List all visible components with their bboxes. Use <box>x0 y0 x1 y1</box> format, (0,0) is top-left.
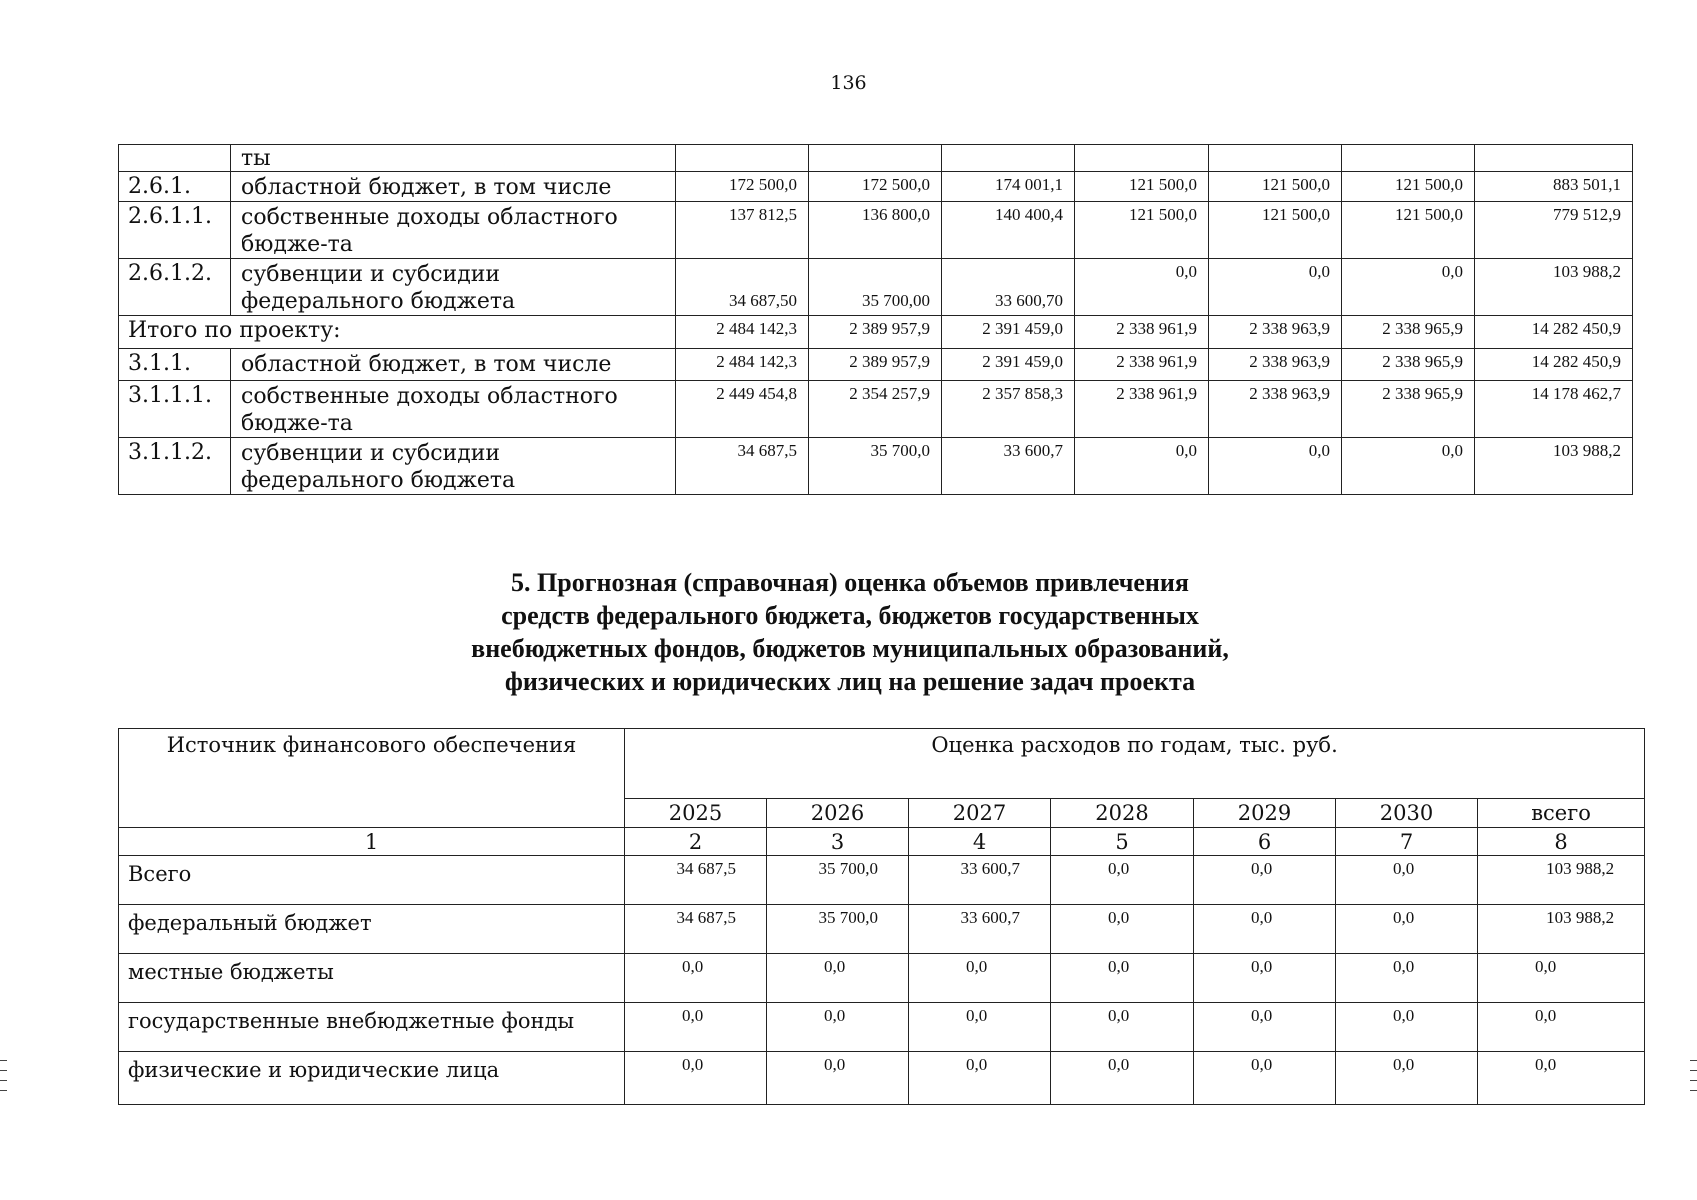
year-header: 2026 <box>767 799 909 828</box>
value-cell: 2 338 963,9 <box>1209 316 1342 349</box>
value-cell: 0,0 <box>1194 1003 1336 1052</box>
value-cell: 121 500,0 <box>1342 172 1475 202</box>
row-description: собственные доходы областного бюдже-та <box>231 381 676 438</box>
table-row <box>119 145 1633 172</box>
value-cell: 121 500,0 <box>1209 172 1342 202</box>
value-cell: 0,0 <box>1075 438 1209 495</box>
value-cell: 34 687,50 <box>676 259 809 316</box>
value-cell: 0,0 <box>1194 905 1336 954</box>
row-description: субвенции и субсидии федерального бюджета <box>231 438 676 495</box>
table-row <box>119 172 1633 202</box>
value-cell: 0,0 <box>1194 1052 1336 1105</box>
value-cell: 33 600,7 <box>909 905 1051 954</box>
table-cell <box>1209 145 1342 172</box>
value-cell: 2 338 965,9 <box>1342 349 1475 381</box>
value-cell: 0,0 <box>1209 259 1342 316</box>
column-number: 7 <box>1336 828 1478 856</box>
page-number: 136 <box>830 72 867 94</box>
row-code: 2.6.1.2. <box>119 259 231 316</box>
section-heading <box>300 566 1400 698</box>
row-description: областной бюджет, в том числе <box>231 349 676 381</box>
value-cell: 34 687,5 <box>676 438 809 495</box>
value-cell: 0,0 <box>625 954 767 1003</box>
value-cell: 0,0 <box>1209 438 1342 495</box>
value-cell: 0,0 <box>625 1003 767 1052</box>
value-cell: 2 389 957,9 <box>809 316 942 349</box>
value-cell: 14 178 462,7 <box>1475 381 1633 438</box>
heading-line: 5. Прогнозная (справочная) оценка объемов привлечения <box>511 568 1189 597</box>
value-cell: 2 391 459,0 <box>942 349 1075 381</box>
value-cell: 103 988,2 <box>1475 259 1633 316</box>
value-cell: 103 988,2 <box>1478 905 1645 954</box>
year-header: 2029 <box>1194 799 1336 828</box>
value-cell: 0,0 <box>1342 438 1475 495</box>
table-row <box>119 954 1645 1003</box>
value-cell: 103 988,2 <box>1475 438 1633 495</box>
table-cell <box>119 145 231 172</box>
heading-line: средств федерального бюджета, бюджетов государственных <box>501 601 1199 630</box>
value-cell: 0,0 <box>1051 905 1194 954</box>
table-row <box>119 349 1633 381</box>
table-row <box>119 1052 1645 1105</box>
table-cell <box>809 145 942 172</box>
value-cell: 0,0 <box>1075 259 1209 316</box>
scan-mark <box>0 1090 7 1091</box>
scan-mark <box>1690 1080 1697 1081</box>
table-row <box>119 202 1633 259</box>
column-number: 3 <box>767 828 909 856</box>
year-header: 2025 <box>625 799 767 828</box>
value-cell: 121 500,0 <box>1075 202 1209 259</box>
row-description: субвенции и субсидии федерального бюджета <box>231 259 676 316</box>
value-cell: 2 338 961,9 <box>1075 316 1209 349</box>
table-row <box>119 856 1645 905</box>
project-budget-table <box>118 144 1633 495</box>
value-cell: 2 338 961,9 <box>1075 349 1209 381</box>
value-cell: 172 500,0 <box>809 172 942 202</box>
scan-mark <box>0 1070 7 1071</box>
value-cell: 35 700,00 <box>809 259 942 316</box>
value-cell: 0,0 <box>767 1052 909 1105</box>
table-cell <box>1475 145 1633 172</box>
value-cell: 33 600,7 <box>909 856 1051 905</box>
column-number: 2 <box>625 828 767 856</box>
header-row <box>119 729 1645 799</box>
header-source: Источник финансового обеспечения <box>119 729 625 828</box>
scan-mark <box>1690 1060 1697 1061</box>
value-cell: 136 800,0 <box>809 202 942 259</box>
source-label: государственные внебюджетные фонды <box>119 1003 625 1052</box>
value-cell: 883 501,1 <box>1475 172 1633 202</box>
value-cell: 137 812,5 <box>676 202 809 259</box>
value-cell: 0,0 <box>1336 1052 1478 1105</box>
value-cell: 0,0 <box>767 954 909 1003</box>
value-cell: 0,0 <box>1051 856 1194 905</box>
row-code: 3.1.1.1. <box>119 381 231 438</box>
year-header: 2028 <box>1051 799 1194 828</box>
value-cell: 0,0 <box>1051 954 1194 1003</box>
value-cell: 14 282 450,9 <box>1475 349 1633 381</box>
value-cell: 35 700,0 <box>767 905 909 954</box>
row-description: областной бюджет, в том числе <box>231 172 676 202</box>
value-cell: 0,0 <box>909 1052 1051 1105</box>
row-code: 2.6.1. <box>119 172 231 202</box>
value-cell: 0,0 <box>1194 856 1336 905</box>
value-cell: 103 988,2 <box>1478 856 1645 905</box>
source-label: федеральный бюджет <box>119 905 625 954</box>
source-label: местные бюджеты <box>119 954 625 1003</box>
table-row <box>119 905 1645 954</box>
row-description: собственные доходы областного бюдже-та <box>231 202 676 259</box>
table-cell <box>942 145 1075 172</box>
value-cell: 174 001,1 <box>942 172 1075 202</box>
column-number: 4 <box>909 828 1051 856</box>
value-cell: 0,0 <box>1051 1052 1194 1105</box>
row-code: 2.6.1.1. <box>119 202 231 259</box>
value-cell: 2 484 142,3 <box>676 349 809 381</box>
value-cell: 14 282 450,9 <box>1475 316 1633 349</box>
value-cell: 121 500,0 <box>1209 202 1342 259</box>
row-code: 3.1.1. <box>119 349 231 381</box>
scan-mark <box>1690 1090 1697 1091</box>
value-cell: 2 338 963,9 <box>1209 349 1342 381</box>
year-header: 2030 <box>1336 799 1478 828</box>
value-cell: 0,0 <box>1051 1003 1194 1052</box>
column-number-row <box>119 828 1645 856</box>
column-number: 6 <box>1194 828 1336 856</box>
value-cell: 2 338 961,9 <box>1075 381 1209 438</box>
total-header: всего <box>1478 799 1645 828</box>
continuation-text: ты <box>231 145 676 172</box>
value-cell: 172 500,0 <box>676 172 809 202</box>
column-number: 5 <box>1051 828 1194 856</box>
value-cell: 0,0 <box>1336 1003 1478 1052</box>
funding-sources-table <box>118 728 1645 1105</box>
table-cell <box>1342 145 1475 172</box>
column-number: 1 <box>119 828 625 856</box>
value-cell: 0,0 <box>909 1003 1051 1052</box>
value-cell: 2 391 459,0 <box>942 316 1075 349</box>
value-cell: 34 687,5 <box>625 905 767 954</box>
value-cell: 0,0 <box>1478 954 1645 1003</box>
table-cell <box>676 145 809 172</box>
value-cell: 33 600,7 <box>942 438 1075 495</box>
value-cell: 0,0 <box>1478 1052 1645 1105</box>
heading-line: внебюджетных фондов, бюджетов муниципальных образований, <box>471 634 1229 663</box>
table-row <box>119 381 1633 438</box>
year-header: 2027 <box>909 799 1051 828</box>
source-label: физические и юридические лица <box>119 1052 625 1105</box>
value-cell: 33 600,70 <box>942 259 1075 316</box>
table-cell <box>1075 145 1209 172</box>
table-row <box>119 259 1633 316</box>
table-row <box>119 1003 1645 1052</box>
source-label: Всего <box>119 856 625 905</box>
value-cell: 2 338 965,9 <box>1342 381 1475 438</box>
value-cell: 779 512,9 <box>1475 202 1633 259</box>
value-cell: 2 449 454,8 <box>676 381 809 438</box>
value-cell: 0,0 <box>1194 954 1336 1003</box>
heading-line: физических и юридических лиц на решение задач проекта <box>504 667 1196 696</box>
value-cell: 0,0 <box>909 954 1051 1003</box>
row-code: 3.1.1.2. <box>119 438 231 495</box>
value-cell: 2 484 142,3 <box>676 316 809 349</box>
value-cell: 0,0 <box>625 1052 767 1105</box>
column-number: 8 <box>1478 828 1645 856</box>
value-cell: 35 700,0 <box>767 856 909 905</box>
value-cell: 2 354 257,9 <box>809 381 942 438</box>
value-cell: 35 700,0 <box>809 438 942 495</box>
value-cell: 0,0 <box>1336 905 1478 954</box>
scan-mark <box>1690 1070 1697 1071</box>
value-cell: 140 400,4 <box>942 202 1075 259</box>
table-row-total <box>119 316 1633 349</box>
scan-mark <box>0 1080 7 1081</box>
scan-mark <box>0 1060 7 1061</box>
value-cell: 121 500,0 <box>1342 202 1475 259</box>
value-cell: 2 338 963,9 <box>1209 381 1342 438</box>
value-cell: 0,0 <box>1478 1003 1645 1052</box>
value-cell: 2 338 965,9 <box>1342 316 1475 349</box>
header-estimate: Оценка расходов по годам, тыс. руб. <box>625 729 1645 799</box>
value-cell: 0,0 <box>767 1003 909 1052</box>
value-cell: 0,0 <box>1342 259 1475 316</box>
value-cell: 34 687,5 <box>625 856 767 905</box>
value-cell: 0,0 <box>1336 856 1478 905</box>
table-row <box>119 438 1633 495</box>
value-cell: 121 500,0 <box>1075 172 1209 202</box>
total-label: Итого по проекту: <box>119 316 676 349</box>
value-cell: 2 357 858,3 <box>942 381 1075 438</box>
value-cell: 0,0 <box>1336 954 1478 1003</box>
value-cell: 2 389 957,9 <box>809 349 942 381</box>
